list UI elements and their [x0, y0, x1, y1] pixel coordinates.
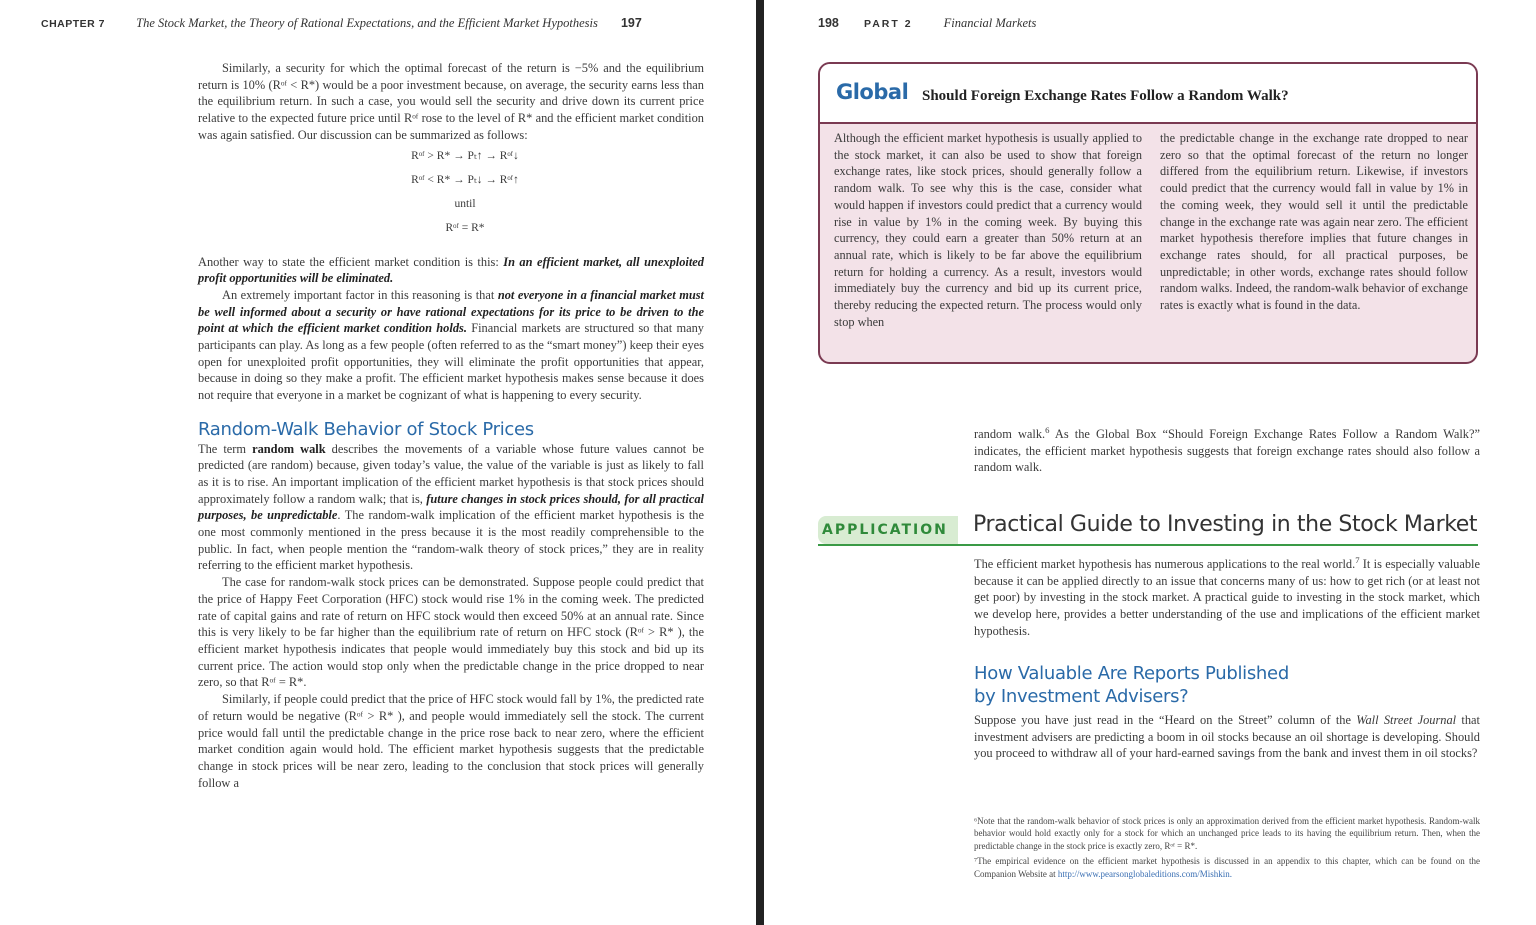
continuation-paragraph: random walk.$^6$ As the Global Box “Should Foreign Exchange Rates Follow a Random Walk?” indicates, the efficient market hypothesis suggests that foreign exchange rates should also follow a random walk. — [974, 424, 1480, 475]
subsection-heading: How Valuable Are Reports Published by Investment Advisers? — [974, 663, 1289, 707]
global-box-col-1: Although the efficient market hypothesis is usually applied to the stock market, it can also be used to show that foreign exchange rates, like stock prices, should generally follow a random walk. To see why this is the case, consider what would happen if investors could predict that a currency would rise in value by 1% in the coming week. By buying this currency, they could earn a greater than 50% return at an annual rate, which is likely to be far above the equilibrium return for holding a currency. As a result, investors would immediately buy the currency and bid up its current price, thereby reducing the expected return. The process would only stop when — [834, 131, 1142, 329]
footnotes — [974, 815, 1480, 883]
part-title: Financial Markets — [943, 16, 1037, 30]
page-number: 197 — [620, 16, 642, 30]
application-rule — [818, 544, 1478, 546]
part-label: PART 2 — [863, 18, 913, 30]
left-page — [0, 0, 756, 925]
running-header — [41, 16, 642, 31]
equation: Rᵒᶠ < R* → Pₜ↓ → Rᵒᶠ↑ — [411, 173, 519, 186]
paragraph: The term random walk describes the movements of a variable whose future values cannot be predicted (are random) because, given today’s value, the value of the variable is just as likely to fall as it is to rise. An important implication of the efficient market hypothesis is that stock prices should approximately follow a random walk; that is, future changes in stock prices should, for all practical purposes, be unpredictable. The random-walk implication of the efficient market hypothesis is the one most commonly mentioned in the press because it is the most readily comprehensible to the public. In fact, when people mention the “random-walk theory of stock prices,” they are in reality referring to the efficient market hypothesis. — [198, 441, 705, 573]
equation-block — [198, 148, 704, 240]
paragraph: Similarly, if people could predict that the price of HFC stock would fall by 1%, the predicted rate of return would be negative (Rᵒᶠ > R* ), and people would immediately sell the stock. The current price would fall until the predictable change in the price rose back to near zero, where the efficient market condition again would hold. The efficient market hypothesis suggests that the predictable change in stock prices will be near zero, leading to the conclusion that stock prices will generally follow a — [198, 692, 704, 790]
left-body — [198, 60, 704, 791]
paragraph: Another way to state the efficient market condition is this: In an efficient market, all unexploited profit opportunities will be eliminated. — [198, 254, 704, 286]
equation: Rᵒᶠ > R* → Pₜ↑ → Rᵒᶠ↓ — [411, 149, 519, 162]
page-number: 198 — [818, 16, 839, 30]
global-box-col-2: the predictable change in the exchange rate dropped to near zero so that the optimal forecast of the return no longer differed from the equilibrium return. Likewise, if investors could predict that the currency would fall in value by 1% in the coming week, they would sell it until the predictable change in the exchange rate was again near zero. The efficient market hypothesis therefore implies that future changes in exchange rates should, for all practical purposes, be unpredictable; in other words, exchange rates should follow random walks. Indeed, the random-walk behavior of exchange rates is exactly what is found in the data. — [1160, 131, 1468, 313]
equation: Rᵒᶠ = R* — [445, 221, 485, 234]
equation-until: until — [454, 197, 476, 210]
chapter-title: The Stock Market, the Theory of Rational Expectations, and the Efficient Market Hypothesis — [136, 16, 598, 30]
footnote-7: ⁷The empirical evidence on the efficient market hypothesis is discussed in an appendix to this chapter, which can be found on the Companion Website at http://www.pearsonglobaleditions.com/Mishkin. — [974, 856, 1480, 879]
global-box-columns — [834, 130, 1468, 330]
global-box-header — [820, 64, 1476, 124]
paragraph: The case for random-walk stock prices can be demonstrated. Suppose people could predict that the price of Happy Feet Corporation (HFC) stock would rise 1% in the coming week. The predicted rate of capital gains and rate of return on HFC stock would then exceed 50% at an annual rate. Since this is very likely to be far higher than the equilibrium rate of return on HFC stock (Rᵒᶠ > R* ), the efficient market hypothesis indicates that people would immediately buy this stock and bid up its current price. The action would stop only when the predictable change in the price dropped to near zero, so that Rᵒᶠ = R*. — [198, 575, 704, 690]
application-paragraph: The efficient market hypothesis has numerous applications to the real world.$^7$ It is especially valuable because it can be applied directly to an issue that concerns many of us: how to get rich (or at least not get poor) by investing in the stock market. A practical guide to investing in the stock market, which we develop here, provides a better understanding of the use and implications of the efficient market hypothesis. — [974, 554, 1480, 638]
paragraph: Similarly, a security for which the optimal forecast of the return is −5% and the equilibrium return is 10% (Rᵒᶠ < R*) would be a poor investment because, on average, the security earns less than the equilibrium return. In such a case, you would sell the security and drive down its current price relative to the expected future price until Rᵒᶠ rose to the level of R* and the efficient market condition was again satisfied. Our discussion can be summarized as follows: — [198, 61, 704, 142]
global-label: Global — [836, 80, 909, 104]
subsection-paragraph: Suppose you have just read in the “Heard on the Street” column of the Wall Street Journal that investment advisers are predicting a boom in oil stocks because an oil shortage is developing. Should you proceed to withdraw all of your hard-earned savings from the bank and invest them in oil stocks? — [974, 713, 1480, 761]
right-page — [764, 0, 1536, 925]
companion-website-link[interactable]: http://www.pearsonglobaleditions.com/Mishkin. — [1057, 868, 1233, 879]
page-divider — [756, 0, 764, 925]
global-box-title: Should Foreign Exchange Rates Follow a Random Walk? — [922, 88, 1289, 104]
running-header — [818, 16, 1036, 31]
paragraph: An extremely important factor in this reasoning is that not everyone in a financial market must be well informed about a security or have rational expectations for its price to be driven to the point at which the efficient market condition holds. Financial markets are structured so that many participants can play. As long as a few people (often referred to as the “smart money”) keep their eyes open for unexploited profit opportunities, they will eliminate the profit opportunities that appear, because in doing so they make a profit. The efficient market hypothesis makes sense because it does not require that everyone in a market be cognizant of what is happening to every security. — [198, 287, 704, 403]
chapter-label: CHAPTER 7 — [41, 18, 106, 30]
global-box — [818, 62, 1478, 364]
footnote-6: ⁶Note that the random-walk behavior of stock prices is only an approximation derived from the efficient market hypothesis. Random-walk behavior would hold exactly only for a stock for which an unchanged price leads to its having the equilibrium return. Then, when the predictable change in the stock price is exactly zero, Rᵒᶠ = R*. — [974, 816, 1480, 851]
section-heading: Random-Walk Behavior of Stock Prices — [198, 418, 534, 440]
application-label: APPLICATION — [822, 522, 948, 538]
application-title: Practical Guide to Investing in the Stock Market — [973, 512, 1478, 537]
